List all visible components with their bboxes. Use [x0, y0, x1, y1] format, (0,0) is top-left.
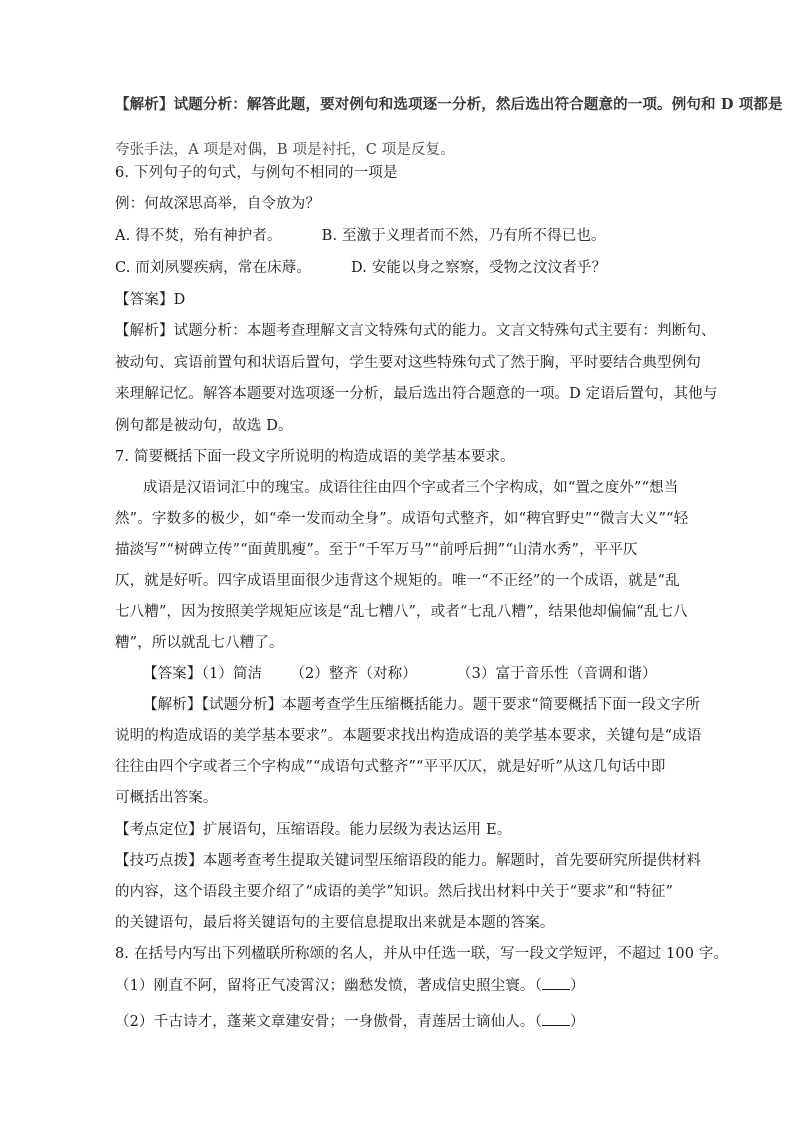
option-d: D. 安能以身之察察，受物之汶汶者乎？	[351, 260, 607, 276]
question-7-jiqiao-3: 的关键语句，最后将关键语句的主要信息提取出来就是本题的答案。	[115, 915, 555, 931]
question-7-passage-3: 描淡写”“树碑立传”“面黄肌瘦”。至于“千军万马”“前呼后拥”“山清水秀”，平平仄	[115, 542, 638, 558]
question-7-explanation-1: 【解析】【试题分析】本题考查学生压缩概括能力。题干要求“简要概括下面一段文字所	[143, 697, 701, 713]
question-6-explanation-4: 例句都是被动句，故选 D。	[115, 418, 293, 434]
question-8-couplet-1: （1）刚直不阿，留将正气凌霄汉；幽愁发愤，著成信史照尘寰。（ ）	[115, 975, 585, 996]
question-7-explanation-3: 往往由四个字或者三个字构成”“成语句式整齐”“平平仄仄，就是好听”从这几句话中即	[115, 759, 666, 775]
line-prev-explanation-1: 【解析】试题分析：解答此题，要对例句和选项逐一分析，然后选出符合题意的一项。例句和 D 项都是	[115, 96, 783, 113]
question-7-passage-4: 仄，就是好听。四字成语里面很少违背这个规矩的。唯一“不正经”的一个成语，就是“乱	[115, 573, 680, 589]
option-c: C. 而刘夙婴疾病，常在床蓐。	[115, 260, 312, 276]
question-6: 6. 下列句子的句式，与例句不相同的一项是	[115, 165, 398, 181]
question-6-example: 例：何故深思高举，自令放为？	[115, 196, 321, 212]
question-7: 7. 简要概括下面一段文字所说明的构造成语的美学基本要求。	[115, 449, 515, 465]
answer-item-3: （3）富于音乐性（音调和谐）	[456, 666, 657, 682]
question-6-explanation-2: 被动句、宾语前置句和状语后置句，学生要对这些特殊句式了然于胸，平时要结合典型例句	[115, 355, 701, 371]
answer-item-2: （2）整齐（对称）	[290, 666, 417, 682]
question-7-kaodian: 【考点定位】扩展语句，压缩语段。能力层级为表达运用 E。	[115, 822, 512, 838]
question-8-couplet-2: （2）千古诗才，蓬莱文章建安骨；一身傲骨，青莲居士谪仙人。（ ）	[115, 1011, 585, 1032]
answer-item-1: （1）简洁	[201, 666, 263, 682]
answer-label: 【答案】	[143, 666, 202, 682]
question-6-explanation-1: 【解析】试题分析：本题考查理解文言文特殊句式的能力。文言文特殊句式主要有：判断句、	[115, 323, 716, 339]
question-7-passage-6: 糟”，所以就乱七八糟了。	[115, 635, 284, 651]
answer-blank-2[interactable]	[542, 1011, 570, 1026]
option-b: B. 至激于义理者而不然，乃有所不得已也。	[321, 228, 606, 244]
question-6-answer: 【答案】D	[115, 292, 186, 308]
question-6-options-ab	[115, 226, 606, 246]
question-7-passage-1: 成语是汉语词汇中的瑰宝。成语往往由四个字或者三个字构成，如“置之度外”“想当	[143, 480, 679, 496]
line-prev-explanation-2: 夸张手法，A 项是对偶，B 项是衬托，C 项是反复。	[115, 142, 455, 158]
question-6-explanation-3: 来理解记忆。解答本题要对选项逐一分析，最后选出符合题意的一项。D 定语后置句，其他与	[115, 386, 718, 402]
option-a: A. 得不焚，殆有神护者。	[115, 228, 282, 244]
question-7-explanation-2: 说明的构造成语的美学基本要求”。本题要求找出构造成语的美学基本要求，关键句是“成语	[115, 728, 702, 744]
question-7-passage-2: 然”。字数多的极少，如“牵一发而动全身”。成语句式整齐，如“稗官野史”“微言大义”“轻	[115, 511, 689, 527]
question-7-explanation-4: 可概括出答案。	[115, 790, 218, 806]
question-7-jiqiao-2: 的内容，这个语段主要介绍了“成语的美学”知识。然后找出材料中关于“要求”和“特征”	[115, 884, 674, 900]
question-8: 8. 在括号内写出下列楹联所称颂的名人，并从中任选一联，写一段文学短评，不超过 100 字。	[115, 946, 729, 962]
question-7-passage-5: 七八糟”，因为按照美学规矩应该是“乱七糟八”，或者“七乱八糟”，结果他却偏偏“乱七八	[115, 604, 688, 620]
question-7-answer	[143, 664, 657, 684]
question-7-jiqiao-1: 【技巧点拨】本题考查考生提取关键词型压缩语段的能力。解题时，首先要研究所提供材料	[115, 853, 701, 869]
answer-blank-1[interactable]	[542, 975, 570, 990]
question-6-options-cd	[115, 258, 606, 278]
